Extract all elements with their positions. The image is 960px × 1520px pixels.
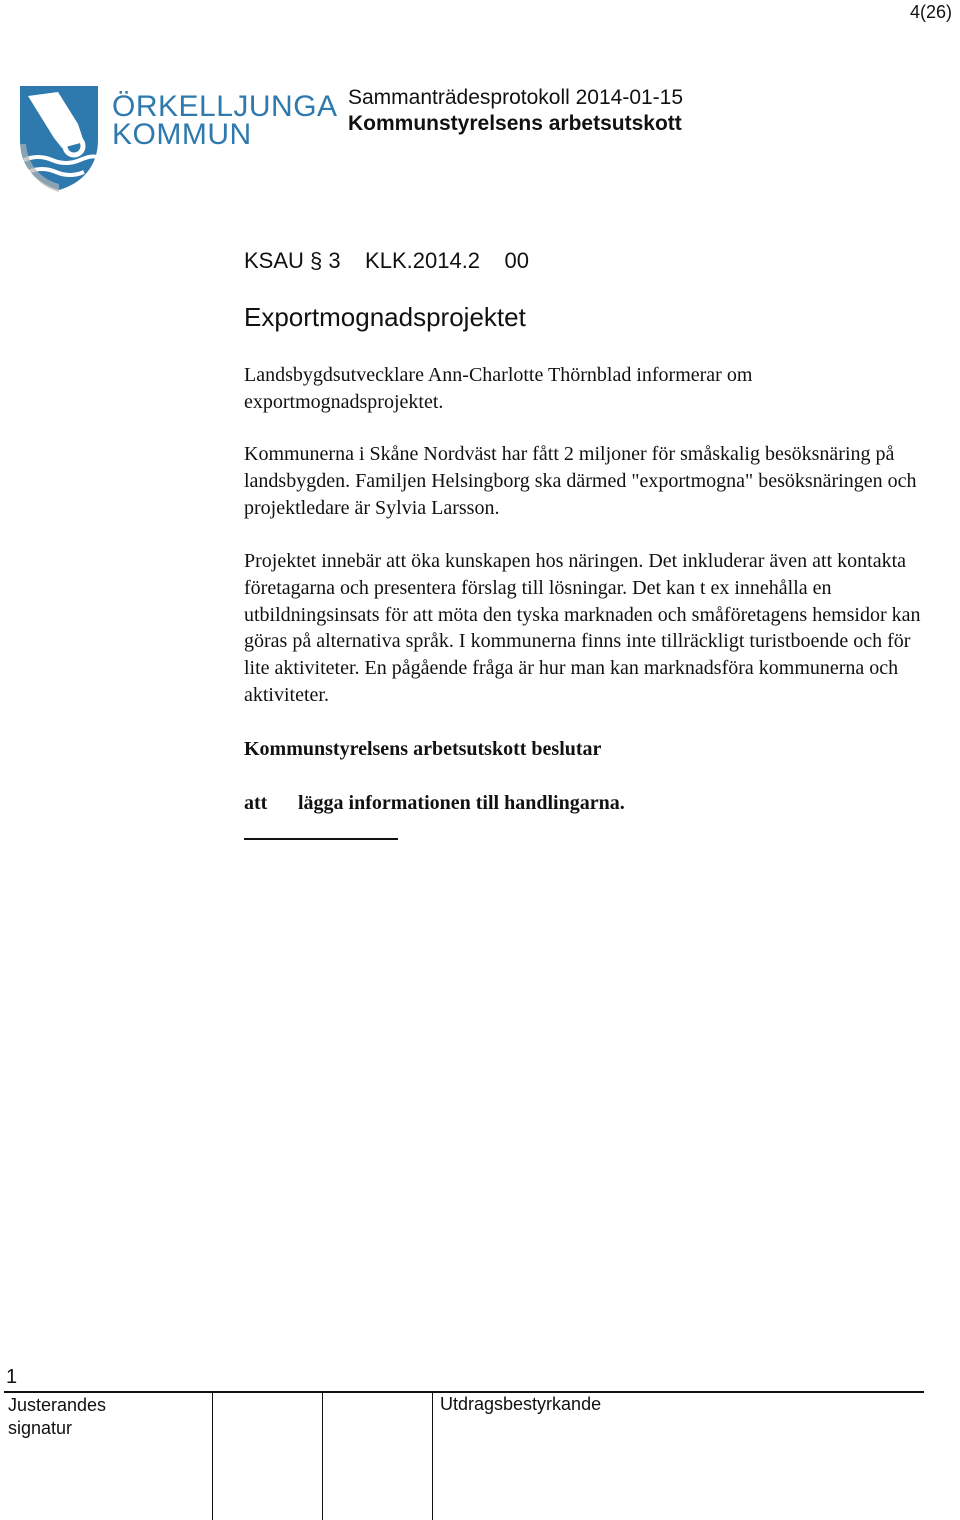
document-title: Sammanträdesprotokoll 2014-01-15 — [348, 86, 684, 109]
case-reference: KSAU § 3 KLK.2014.2 00 — [244, 248, 529, 273]
decision-text: lägga informationen till handlingarna. — [298, 792, 625, 814]
paragraph-intro: Landsbygdsutvecklare Ann-Charlotte Thörnblad informerar om exportmognadsprojektet. — [244, 364, 753, 413]
paragraph-project: Projektet innebär att öka kunskapen hos näringen. Det inkluderar även att kontakta företagarna och presentera förslag till lösningar. Det kan t ex innehålla en utbildningsinsats för att möta den tyska marknaden och småföretagens hemsidor kan göras på alternativa språk. I kommunerna finns inte tillräckligt turistboende och för lite aktiviteter. En pågående fråga är hur man kan marknadsföra kommunerna och aktiviteter. — [244, 550, 921, 706]
signature-box-divider — [212, 1392, 213, 1520]
footer-justerandes-signatur: Justerandes signatur — [8, 1395, 107, 1438]
decision-att: att — [244, 792, 268, 814]
paragraph-funding: Kommunerna i Skåne Nordväst har fått 2 miljoner för småskalig besöksnäring på landsbygden. Familjen Helsingborg ska därmed "exportmogna" besöksnäringen och projektledare är Sylvia Larsson. — [244, 443, 917, 519]
document-subtitle: Kommunstyrelsens arbetsutskott — [348, 112, 682, 135]
page-number: 4(26) — [909, 2, 952, 22]
coat-of-arms-icon — [18, 84, 100, 192]
footer-number: 1 — [6, 1366, 18, 1388]
municipality-logo — [18, 84, 338, 192]
signature-box-divider — [432, 1392, 433, 1520]
section-heading: Exportmognadsprojektet — [244, 302, 526, 332]
signature-box-divider — [322, 1392, 323, 1520]
decision-divider — [244, 838, 398, 840]
logo-text-line2: KOMMUN — [112, 118, 252, 151]
logo-text-line1: ÖRKELLJUNGA — [112, 90, 338, 123]
footer-utdragsbestyrkande: Utdragsbestyrkande — [440, 1394, 602, 1414]
decision-heading: Kommunstyrelsens arbetsutskott beslutar — [244, 738, 602, 760]
footer-divider — [4, 1391, 924, 1393]
